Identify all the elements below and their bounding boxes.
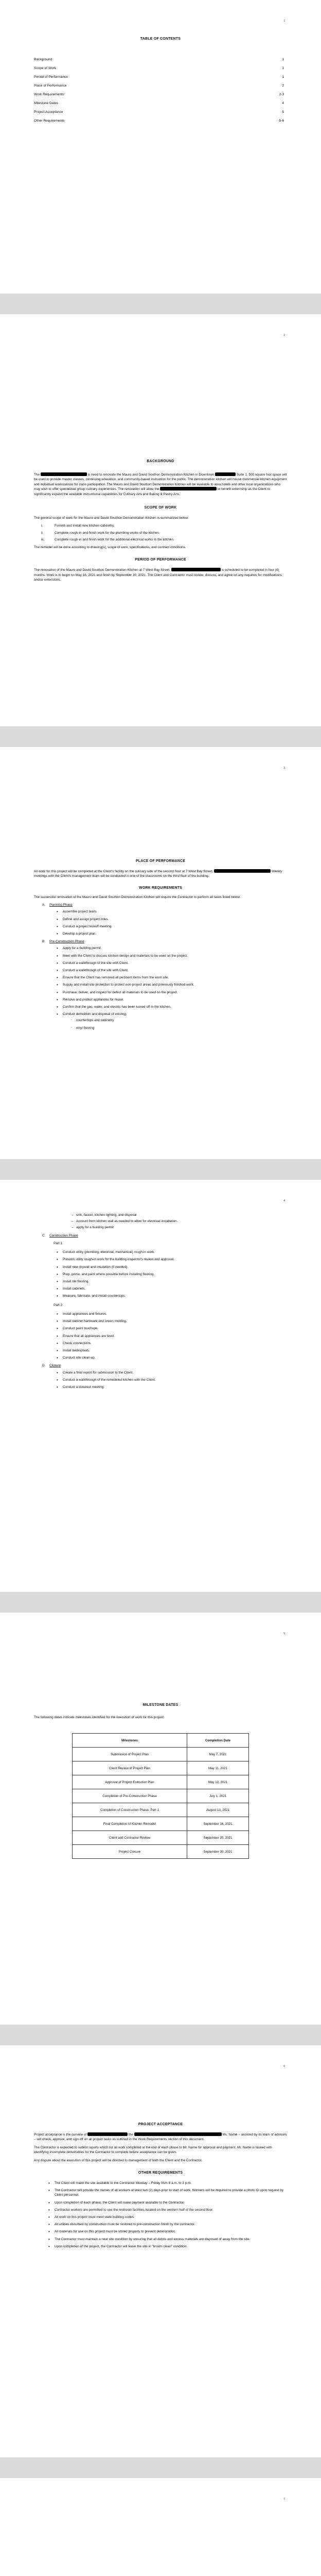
redacted-name: [160, 487, 217, 490]
milestone-name: Submission of Project Plan: [73, 1748, 187, 1761]
table-row: [73, 1775, 249, 1789]
acceptance-text-2: the: [128, 2133, 133, 2137]
place-paragraph: [34, 869, 287, 879]
place-text-2: Weekly meetings with the Client's management team will be conducted in one of the classrooms on the third floor of the building.: [34, 870, 282, 878]
work-title: WORK REQUIREMENTS: [139, 886, 182, 890]
milestone-date: May 7, 2021: [187, 1748, 249, 1761]
page-background: [0, 314, 321, 726]
background-text-5: externship as the Client to significantly expand the available instructional capabilities for Culinary Arts and Baking & Pastry Arts.: [34, 487, 270, 496]
redacted-name: [41, 472, 87, 476]
acceptance-text-3: Ms. Name – assisted by its team of advisors – will check, approve, and sign off on all project tasks as outlined in the Work Requirements section of this document.: [34, 2133, 287, 2142]
list-item: • The Contractor must maintain a neat site condition by ensuring that all debris and excess materials are disposed of away from the site.: [55, 2237, 287, 2242]
list-item: • Conduct demolition and disposal of existing:: [63, 1012, 287, 1016]
list-item: • Contractor workers are permitted to use the restroom facilities located on the western half of the second floor.: [55, 2208, 287, 2212]
list-item: • Apply for a building permit.: [63, 946, 287, 951]
closure-list: [49, 1370, 287, 1390]
page-number: 7: [283, 2498, 285, 2501]
table-row: [73, 1845, 249, 1859]
page-number: 3: [283, 767, 285, 770]
acceptance-title: PROJECT ACCEPTANCE: [138, 2123, 183, 2126]
page-toc: [0, 0, 321, 294]
milestone-date: July 1, 2021: [187, 1789, 249, 1803]
list-item: • The Client will make the site available to the Contractor Monday – Friday from 8 a.m. to 3 p.m.: [55, 2181, 287, 2185]
list-item: • Upon completion of the project, the Contractor will leave the site in "broom clean" condition.: [55, 2244, 287, 2249]
milestone-date: May 12, 2021: [187, 1775, 249, 1789]
toc-entry[interactable]: [34, 64, 284, 73]
page-work-requirements: [0, 747, 321, 1159]
toc-entry[interactable]: [34, 116, 284, 125]
column-header: Completion Date: [187, 1734, 249, 1748]
milestone-name: Completion of Pre-Construction Phase: [73, 1789, 187, 1803]
other-requirements-list: [34, 2181, 287, 2249]
scope-title: SCOPE OF WORK: [144, 506, 177, 510]
section-b-title: B. Pre-Construction Phase: [42, 940, 84, 944]
list-item: – Account from kitchen wall as needed to allow for electrical installation.: [76, 1219, 287, 1224]
list-item: – apply for a building permit: [76, 1225, 287, 1230]
background-text-4: to benefit: [218, 487, 231, 492]
toc-entry-label: Milestone Dates: [34, 101, 59, 105]
list-item: • Define and assign project roles.: [63, 917, 287, 922]
other-requirements-list-continued: [34, 2478, 287, 2576]
toc-entry-page: 1: [282, 66, 284, 70]
list-item: • Remove and protect appliances for reuse.: [63, 997, 287, 1002]
list-item: • Prep, prime, and paint where possible before installing flooring.: [63, 1272, 287, 1277]
acceptance-paragraph-3: Any dispute about the execution of this project will be directed to management of both the Client and the Contractor.: [34, 2158, 203, 2162]
milestones-intro: The following dates indicate milestones identified for the execution of work for this project:: [34, 1716, 165, 1719]
list-item: – sink, faucet, kitchen lighting, and disposal: [76, 1213, 287, 1217]
page-number: 5: [283, 1632, 285, 1635]
toc-entry-label: Other Requirements: [34, 119, 65, 123]
redacted-location: [171, 568, 221, 571]
period-paragraph: [34, 568, 287, 582]
page-work-continued: [0, 1180, 321, 1592]
toc-entry-page: 2: [282, 84, 284, 88]
acceptance-text-1: Project acceptance is the purview of: [34, 2133, 87, 2137]
list-item: • All utilities disturbed by construction must be restored to pre-construction finish by the contractor.: [55, 2222, 287, 2227]
redacted-name: [134, 2132, 222, 2136]
milestone-name: Client Review of Project Plan: [73, 1761, 187, 1775]
list-item: • All work on this project must meet state building codes.: [55, 2215, 287, 2219]
list-item: • Install tile flooring.: [63, 1279, 287, 1284]
page-milestones: [0, 1613, 321, 2025]
milestones-title: MILESTONE DATES: [142, 1703, 179, 1707]
toc-entry[interactable]: [34, 81, 284, 90]
scope-list: [34, 523, 287, 542]
page-acceptance: [0, 2045, 321, 2458]
list-item: • Create a final report for submission to the Client.: [63, 1370, 287, 1375]
list-item: • Install cabinet hardware and crown molding.: [63, 1319, 287, 1324]
toc-entry[interactable]: [34, 99, 284, 108]
toc-title: TABLE OF CONTENTS: [140, 37, 181, 41]
planning-list: [49, 909, 287, 936]
scope-closing: The remodel will be done according to drawing(s), scope of work, specifications, and contract conditions.: [34, 546, 186, 550]
background-text-3: Suite 1. 500 square foot space will be used to provide master classes, continuing education, and community-based instruction for the public. The demonstration kitchen will house commercial kitchen equipment and individual workstations for class participation. The Mauro and David Southon Demonstration Kitchen will be available to area hotels and other local organizations who may wish to offer specialized group culinary experiences. The renovation will allow the: [34, 473, 287, 492]
background-title: BACKGROUND: [147, 460, 174, 463]
list-item: • Measure, fabricate, and install countertops.: [63, 1294, 287, 1298]
demolition-sublist: [49, 1018, 287, 1030]
section-a-title: A. Planning Phase: [42, 903, 73, 907]
list-item: • Assemble project team.: [63, 909, 287, 914]
redacted-name: [87, 2132, 128, 2136]
table-row: [73, 1789, 249, 1803]
list-item: • Conduct a walkthrough of the site with Client.: [63, 961, 287, 965]
redacted-location: [214, 869, 271, 873]
list-item: • Install backsplash.: [63, 1348, 287, 1353]
column-header: Milestones: [73, 1734, 187, 1748]
milestone-date: September 20, 2021: [187, 1831, 249, 1845]
milestone-name: Final Completion of Kitchen Remodel: [73, 1817, 187, 1831]
background-paragraph: [34, 472, 287, 497]
page-number: 2: [283, 334, 285, 337]
list-item: i. Furnish and install new kitchen cabinetry.: [41, 524, 115, 528]
toc-list: [34, 55, 287, 125]
demolition-sublist-continued: [49, 1213, 287, 1230]
toc-entry[interactable]: [34, 73, 284, 81]
toc-entry-page: 1: [282, 75, 284, 79]
list-item: • Install appliances and fixtures.: [63, 1312, 287, 1316]
list-item: ii. Complete rough-in and finish work for the plumbing works of the kitchen.: [41, 531, 160, 535]
toc-entry-label: Period of Performance: [34, 75, 68, 79]
toc-entry[interactable]: [34, 90, 284, 99]
period-text-1: The renovation of the Mauro and David Southon Demonstration Kitchen at 7 West Bay Street,: [34, 568, 170, 572]
list-item: • Meet with the Client to discuss kitchen design and materials to be used on the project.: [63, 954, 287, 958]
list-item: • Upon completion of each phase, the Client will make payment available to the Contractor.: [55, 2200, 287, 2205]
milestone-date: August 13, 2021: [187, 1803, 249, 1817]
table-row: [73, 1817, 249, 1831]
milestone-date: September 30, 2021: [187, 1845, 249, 1859]
milestone-date: May 11, 2021: [187, 1761, 249, 1775]
redacted-location: [215, 472, 236, 476]
list-item: • Check connections.: [63, 1341, 287, 1346]
acceptance-paragraph-1: [34, 2132, 287, 2142]
toc-entry[interactable]: [34, 108, 284, 116]
toc-entry-page: 2-3: [279, 93, 284, 96]
page-signature: [0, 2478, 321, 2576]
section-d-title: D. Closure: [42, 1364, 61, 1368]
toc-entry-page: 5-6: [279, 119, 284, 123]
list-item: • Purchase, deliver, and inspect for defect all materials to be used on the project.: [63, 990, 287, 995]
toc-entry-label: Project Acceptance: [34, 110, 63, 114]
list-item: • Confirm that the gas, water, and electric has been turned off in the kitchen.: [63, 1005, 287, 1009]
list-item: • Ensure that all appliances are level.: [63, 1334, 287, 1338]
list-item: • Supply and install site protection to protect non-project areas and previously finished work.: [63, 982, 287, 987]
list-item: ◦ vinyl flooring: [76, 1026, 287, 1030]
list-item: • Conduct a closeout meeting.: [63, 1385, 287, 1389]
part1-label: Part 1:: [53, 1241, 63, 1245]
milestones-table: [72, 1733, 249, 1859]
table-header-row: [73, 1734, 249, 1748]
list-item: • Conduct paint touchups.: [63, 1326, 287, 1331]
period-title: PERIOD OF PERFORMANCE: [135, 558, 186, 562]
construction-part1-list: [49, 1250, 287, 1298]
toc-entry-label: Place of Performance: [34, 84, 67, 88]
toc-entry-label: Scope of Work: [34, 66, 57, 70]
section-c-title: C. Construction Phase: [42, 1233, 78, 1238]
preconstruction-list: [49, 946, 287, 1016]
work-intro: The successful renovation of the Mauro and David Southon Demonstration Kitchen will require the Contractor to perform all tasks listed below.: [34, 895, 241, 899]
toc-entry[interactable]: [34, 55, 284, 64]
background-text-2: is need to renovate the Mauro and David Southon Demonstration Kitchen in Downtown: [87, 473, 215, 477]
acceptance-paragraph-2: The Contractor is expected to submit reports which list all work completed at the end of each phase to Mr. Name for approval and payment. Mr. Name is tasked with identifying incomplete deliverables for the Contractor to complete before acceptance can be given.: [34, 2145, 272, 2155]
place-title: PLACE OF PERFORMANCE: [135, 859, 186, 863]
list-item: • Ensure that the Client has removed all pertinent items from the work site.: [63, 975, 287, 980]
milestone-name: Approval of Project Execution Plan: [73, 1775, 187, 1789]
period-text-2: is scheduled to be completed in four (4) months. Work is to begin on May 16, 2021 and finish by September 30, 2021. The Client and Contractor must review, discuss, and agree on any requests for modifications and/or extensions.: [34, 568, 282, 582]
list-item: iii. Complete rough-in and finish work for the additional electrical works in the kitchen.: [41, 537, 174, 541]
list-item: • Install cabinets.: [63, 1286, 287, 1291]
list-item: • Conduct a walkthrough of the remodeled kitchen with the Client.: [63, 1378, 287, 1382]
other-title: OTHER REQUIREMENTS: [138, 2171, 183, 2175]
list-item: ◦ countertops and cabinetry: [76, 1018, 287, 1023]
toc-entry-label: Work Requirements: [34, 93, 64, 96]
place-text-1: All work for this project will be completed at the Client's facility on the culinary side of the second floor at 7 West Bay Street,: [34, 870, 213, 873]
page-number: 4: [283, 1199, 285, 1202]
list-item: • The Contractor will provide the names of all workers at least two (2) days prior to start of work. Workers will be required to provide a photo ID upon request by Client personnel.: [55, 2188, 287, 2197]
list-item: • All materials for use on this project must be stored properly to prevent deterioration.: [55, 2229, 287, 2234]
table-row: [73, 1831, 249, 1845]
page-number: 1: [283, 20, 285, 23]
toc-entry-page: 1: [282, 58, 284, 61]
scope-intro: The general scope of work for the Mauro and David Southon Demonstration Kitchen is summarized below:: [34, 516, 189, 520]
construction-part2-list: [49, 1312, 287, 1360]
part2-label: Part 2:: [53, 1303, 63, 1307]
list-item: • Prework utility rough-in work for the building inspector's review and approval.: [63, 1257, 287, 1262]
toc-entry-label: Background: [34, 58, 52, 61]
toc-entry-page: 4: [282, 101, 284, 105]
table-row: [73, 1748, 249, 1761]
table-row: [73, 1803, 249, 1817]
milestone-date: September 16, 2021: [187, 1817, 249, 1831]
list-item: • Conduct site clean-up.: [63, 1355, 287, 1360]
table-row: [73, 1761, 249, 1775]
milestone-name: Client and Contractor Review: [73, 1831, 187, 1845]
background-text-1: The: [34, 473, 40, 477]
toc-entry-page: 5: [282, 110, 284, 114]
milestone-name: Completion of Construction Phase, Part 1: [73, 1803, 187, 1817]
milestone-name: Project Closure: [73, 1845, 187, 1859]
list-item: • Install new drywall and insulation (if needed).: [63, 1265, 287, 1269]
page-number: 6: [283, 2065, 285, 2068]
list-item: • Conduct a walkthrough of the site with Client.: [63, 968, 287, 973]
list-item: • Conduct utility (plumbing, electrical, mechanical) rough-in work.: [63, 1250, 287, 1255]
list-item: • Develop a project plan.: [63, 931, 287, 936]
list-item: • Conduct a project kickoff meeting.: [63, 924, 287, 929]
